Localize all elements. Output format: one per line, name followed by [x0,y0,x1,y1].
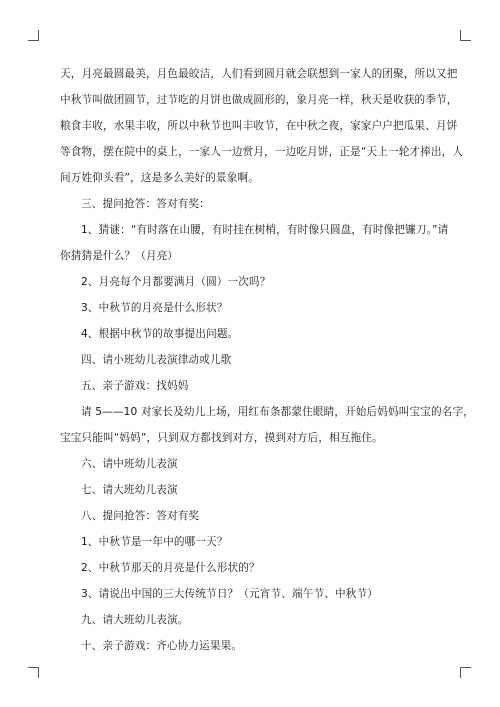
text-line: 十、亲子游戏：齐心协力运果果。 [81,640,243,652]
text-line: 4、根据中秋节的故事提出问题。 [81,328,239,340]
text-line: 八、提问抢答：答对有奖 [81,510,200,522]
text-line: 请 5——10 对家长及幼儿上场，用红布条都蒙住眼睛，开始后妈妈叫宝宝的名字， [81,406,474,418]
document-body [60,61,474,659]
crop-mark-bottom-right [460,667,471,678]
text-line: 中秋节叫做团圆节，过节吃的月饼也做成圆形的，象月亮一样，秋天是收获的季节， [60,94,458,106]
text-line: 六、请中班幼儿表演 [81,458,178,470]
text-line: 3、中秋节的月亮是什么形状？ [81,302,228,314]
text-line: 等食物，摆在院中的桌上，一家人一边赏月，一边吃月饼，正是“天上一轮才捧出，人 [60,146,464,158]
text-line: 宝宝只能叫“妈妈”，只到双方都找到对方，摸到对方后，相互拖住。 [60,432,383,444]
text-line: 三、提问抢答：答对有奖： [81,198,210,210]
text-line: 1、猜谜：“有时落在山腰，有时挂在树梢，有时像只圆盘，有时像把镰刀。”请 [81,224,449,236]
text-line: 五、亲子游戏：找妈妈 [81,380,189,392]
text-line: 四、请小班幼儿表演律动或儿歌 [81,354,232,366]
text-line: 2、月亮每个月都要满月（圆）一次吗？ [81,276,271,288]
text-line: 粮食丰收，水果丰收，所以中秋节也叫丰收节，在中秋之夜，家家户户把瓜果、月饼 [60,120,458,132]
text-line: 3、请说出中国的三大传统节日？（元宵节、端午节、中秋节） [81,588,378,600]
text-line: 七、请大班幼儿表演 [81,484,178,496]
text-line: 你猜猜是什么？（月亮） [60,250,179,262]
text-line: 2、中秋节那天的月亮是什么形状的？ [81,562,260,574]
text-line: 九、请大班幼儿表演。 [81,614,189,626]
text-line: 天，月亮最圆最美，月色最皎洁，人们看到圆月就会联想到一家人的团聚，所以又把 [60,68,458,80]
text-line: 1、中秋节是一年中的哪一天？ [81,536,228,548]
crop-mark-top-left [28,30,39,41]
crop-mark-bottom-left [28,667,39,678]
crop-mark-top-right [460,30,471,41]
text-line: 间万姓仰头看”，这是多么美好的景象啊。 [60,172,260,184]
